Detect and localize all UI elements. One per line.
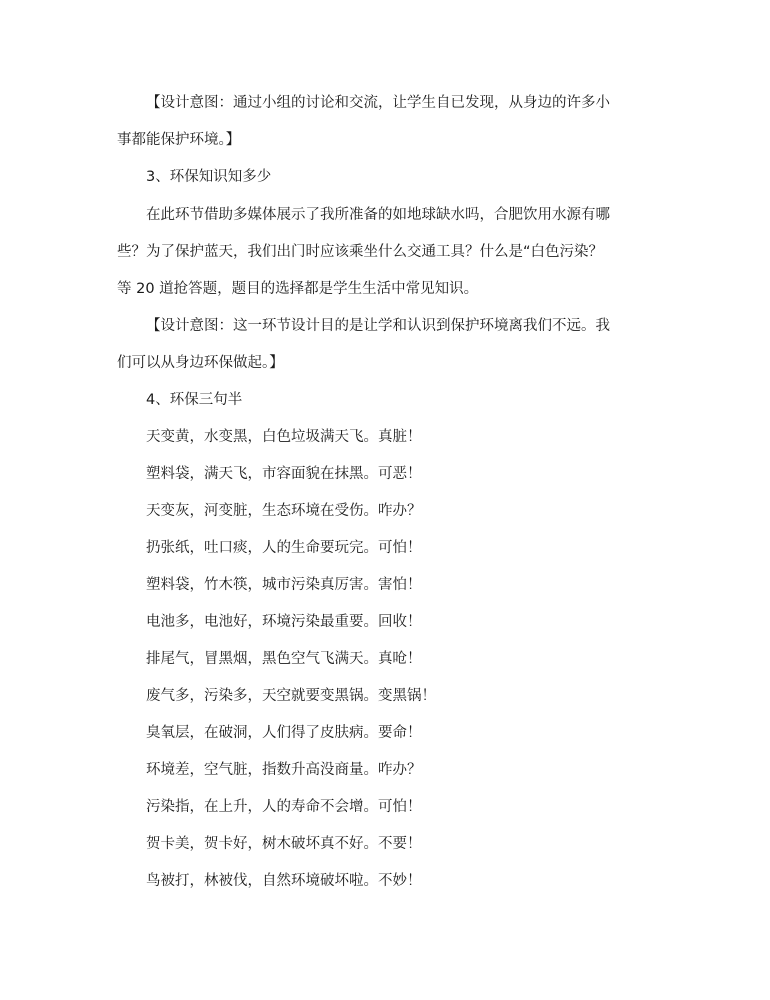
knowledge-paragraph-line-3: 等 20 道抢答题，题目的选择都是学生生活中常见知识。 [117, 281, 479, 297]
section-heading-4: 4、环保三句半 [146, 392, 243, 408]
design-intent-1-line-1: 【设计意图：通过小组的讨论和交流，让学生自已发现，从身边的许多小 [146, 95, 610, 111]
verse-line: 塑料袋，满天飞，市容面貌在抹黑。可恶！ [146, 466, 422, 482]
verse-line: 塑料袋，竹木筷，城市污染真厉害。害怕！ [146, 577, 422, 593]
verse-line: 天变灰，河变脏，生态环境在受伤。咋办？ [146, 503, 422, 519]
section-heading-3: 3、环保知识知多少 [146, 169, 272, 185]
knowledge-paragraph-line-2: 些？为了保护蓝天，我们出门时应该乘坐什么交通工具？什么是“白色污染？ [117, 244, 604, 260]
verse-line: 天变黄，水变黑，白色垃圾满天飞。真脏！ [146, 429, 422, 445]
design-intent-2-line-2: 们可以从身边环保做起。】 [117, 355, 284, 371]
verse-line: 扔张纸，吐口痰，人的生命要玩完。可怕！ [146, 540, 422, 556]
verse-line: 臭氧层，在破洞，人们得了皮肤病。要命！ [146, 725, 422, 741]
verse-line: 电池多，电池好，环境污染最重要。回收！ [146, 614, 422, 630]
verse-line: 排尾气，冒黑烟，黑色空气飞满天。真呛！ [146, 651, 422, 667]
verse-line: 废气多，污染多，天空就要变黑锅。变黑锅！ [146, 688, 436, 704]
verse-line: 鸟被打，林被伐，自然环境破坏啦。不妙！ [146, 873, 422, 889]
design-intent-1-line-2: 事都能保护环境。】 [117, 132, 241, 148]
design-intent-2-line-1: 【设计意图：这一环节设计目的是让学和认识到保护环境离我们不远。我 [146, 318, 610, 334]
verse-line: 贺卡美，贺卡好，树木破坏真不好。不要！ [146, 836, 422, 852]
knowledge-paragraph-line-1: 在此环节借助多媒体展示了我所准备的如地球缺水吗，合肥饮用水源有哪 [146, 207, 610, 223]
verse-line: 污染指，在上升，人的寿命不会增。可怕！ [146, 799, 422, 815]
verse-line: 环境差，空气脏，指数升高没商量。咋办？ [146, 762, 422, 778]
